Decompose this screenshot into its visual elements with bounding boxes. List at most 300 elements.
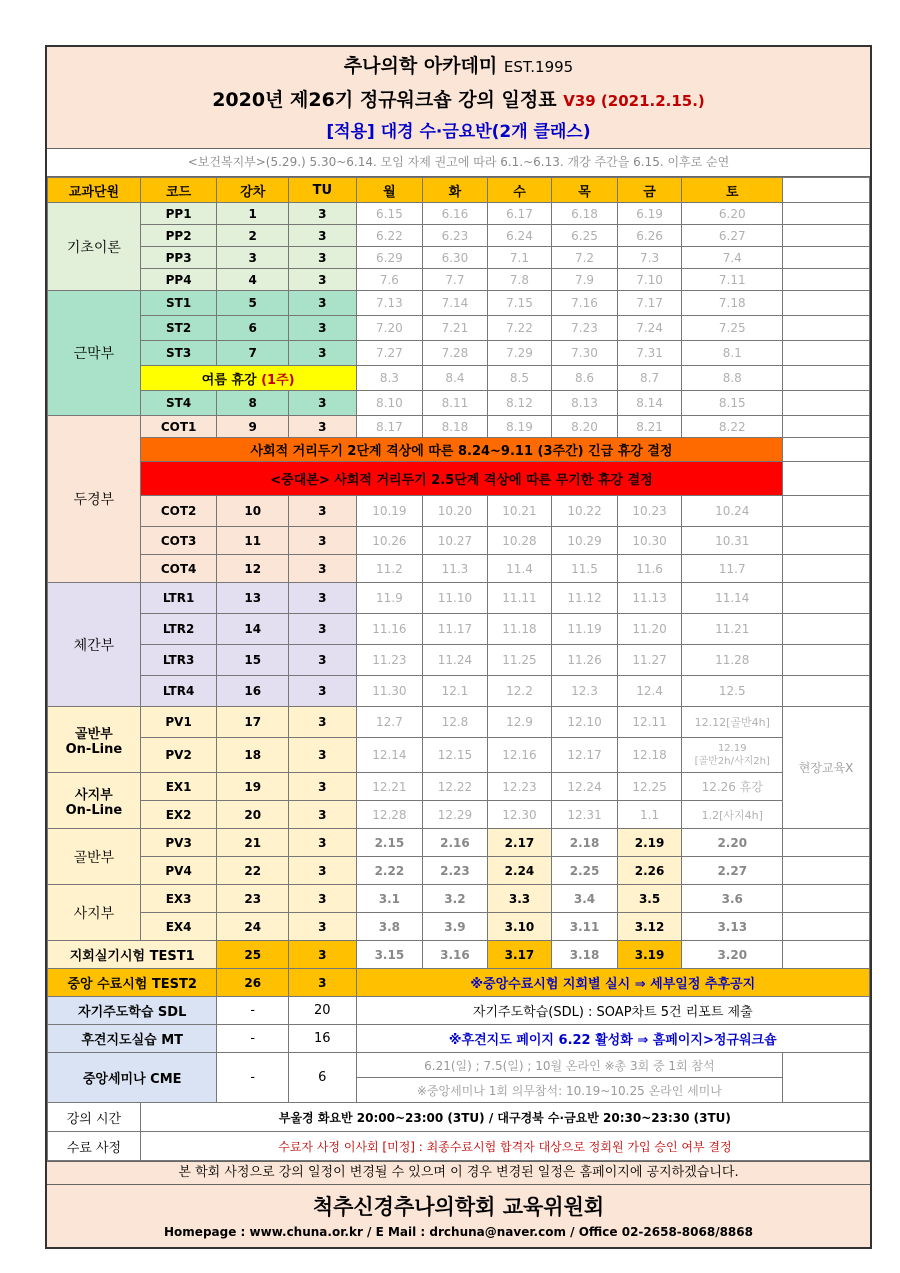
date-cell: 3.6 — [682, 885, 783, 913]
code-cell: ST3 — [140, 341, 217, 366]
col-fri: 금 — [617, 178, 682, 203]
date-cell: 7.9 — [552, 269, 618, 291]
date-cell: 3.2 — [423, 885, 488, 913]
col-sat: 토 — [682, 178, 783, 203]
date-cell: 6.29 — [356, 247, 423, 269]
date-cell: 3.1 — [356, 885, 423, 913]
table-row — [48, 247, 870, 269]
date-cell: 3.19 — [617, 941, 682, 969]
version-label: V39 (2021.2.15.) — [563, 92, 705, 110]
date-cell: 11.18 — [487, 614, 552, 645]
tu-cell: 6 — [289, 1053, 357, 1103]
table-row — [48, 341, 870, 366]
lecture-cell: 13 — [217, 583, 289, 614]
date-cell: 11.3 — [423, 555, 488, 583]
mt-note: ※후견지도 페이지 6.22 활성화 ⇒ 홈페이지>정규워크숍 — [356, 1025, 869, 1053]
tu-cell: 3 — [289, 707, 357, 738]
col-mon: 월 — [356, 178, 423, 203]
date-note: [골반2h/사지2h] — [694, 756, 770, 767]
date-cell: 8.19 — [487, 416, 552, 438]
code-cell: ST2 — [140, 316, 217, 341]
date-cell: 3.13 — [682, 913, 783, 941]
date-cell: 8.14 — [617, 391, 682, 416]
date-cell: 8.18 — [423, 416, 488, 438]
table-row — [48, 913, 870, 941]
date-cell: 2.22 — [356, 857, 423, 885]
date-cell: 12.10 — [552, 707, 618, 738]
lecture-cell: 10 — [217, 496, 289, 527]
date-cell: 11.12 — [552, 583, 618, 614]
tu-cell: 3 — [289, 801, 357, 829]
code-cell: COT1 — [140, 416, 217, 438]
empty-cell — [783, 676, 870, 707]
summer-vacation-row — [48, 366, 870, 391]
date-cell: 8.11 — [423, 391, 488, 416]
empty-cell — [783, 645, 870, 676]
unit-pelvis-online: 골반부 On-Line — [48, 707, 141, 773]
date-cell: 7.25 — [682, 316, 783, 341]
empty-cell — [783, 941, 870, 969]
schedule-title: 2020년 제26기 정규워크숍 강의 일정표 V39 (2021.2.15.) — [212, 89, 705, 111]
unit-head: 두경부 — [48, 416, 141, 583]
unit-limb-online: 사지부 On-Line — [48, 773, 141, 829]
col-extra — [783, 178, 870, 203]
table-row — [48, 555, 870, 583]
date-cell: 7.8 — [487, 269, 552, 291]
lecture-cell: 8 — [217, 391, 289, 416]
table-row — [48, 829, 870, 857]
date-cell: 1.1 — [617, 801, 682, 829]
date-cell: 7.22 — [487, 316, 552, 341]
date-cell: 3.3 — [487, 885, 552, 913]
date-cell: 11.25 — [487, 645, 552, 676]
tu-cell: 3 — [289, 247, 357, 269]
table-header-row — [48, 178, 870, 203]
date-cell: 6.15 — [356, 203, 423, 225]
code-cell: COT3 — [140, 527, 217, 555]
code-cell: LTR3 — [140, 645, 217, 676]
date-cell: 7.7 — [423, 269, 488, 291]
date-cell: 8.10 — [356, 391, 423, 416]
date-cell: 7.2 — [552, 247, 618, 269]
date-cell: 8.3 — [356, 366, 423, 391]
date-cell: 6.26 — [617, 225, 682, 247]
date-cell: 11.5 — [552, 555, 618, 583]
table-row — [48, 773, 870, 801]
date-cell: 10.21 — [487, 496, 552, 527]
lecture-time-label: 강의 시간 — [48, 1103, 141, 1132]
date-cell: 6.17 — [487, 203, 552, 225]
graduation-row — [48, 1132, 870, 1161]
lecture-cell: 19 — [217, 773, 289, 801]
code-cell: PV2 — [140, 738, 217, 773]
test2-label: 중앙 수료시험 TEST2 — [48, 969, 217, 997]
date-cell: 11.13 — [617, 583, 682, 614]
date-cell: 3.8 — [356, 913, 423, 941]
table-row — [48, 496, 870, 527]
date-cell: 12.16 — [487, 738, 552, 773]
date-cell: 3.9 — [423, 913, 488, 941]
code-cell: EX4 — [140, 913, 217, 941]
date-cell: 8.8 — [682, 366, 783, 391]
footer — [47, 1184, 870, 1247]
date-cell: 12.22 — [423, 773, 488, 801]
date-cell: 7.18 — [682, 291, 783, 316]
date-cell: 1.2[사지4h] — [682, 801, 783, 829]
date-cell: 11.10 — [423, 583, 488, 614]
lecture-cell: - — [217, 997, 289, 1025]
tu-cell: 3 — [289, 316, 357, 341]
date-cell: 2.24 — [487, 857, 552, 885]
date-cell: 12.14 — [356, 738, 423, 773]
date-cell: 6.25 — [552, 225, 618, 247]
date-cell: 7.17 — [617, 291, 682, 316]
date-cell: 2.17 — [487, 829, 552, 857]
table-row — [48, 738, 870, 773]
test1-label: 지회실기시험 TEST1 — [48, 941, 217, 969]
empty-cell — [783, 614, 870, 645]
date-cell: 12.17 — [552, 738, 618, 773]
date-cell: 10.30 — [617, 527, 682, 555]
lecture-cell: 4 — [217, 269, 289, 291]
mt-label: 후견지도실습 MT — [48, 1025, 217, 1053]
table-row — [48, 291, 870, 316]
date-cell: 6.20 — [682, 203, 783, 225]
date-cell: 3.10 — [487, 913, 552, 941]
table-row — [48, 225, 870, 247]
empty-cell — [783, 857, 870, 885]
lecture-cell: 14 — [217, 614, 289, 645]
date-cell: 11.9 — [356, 583, 423, 614]
summer-vacation-label: 여름 휴강 (1주) — [140, 366, 356, 391]
test2-note: ※중앙수료시험 지회별 실시 ⇒ 세부일정 추후공지 — [356, 969, 869, 997]
date-cell: 2.19 — [617, 829, 682, 857]
col-thu: 목 — [552, 178, 618, 203]
tu-cell: 3 — [289, 829, 357, 857]
tu-cell: 3 — [289, 527, 357, 555]
test2-row — [48, 969, 870, 997]
date-cell: 3.15 — [356, 941, 423, 969]
lecture-cell: - — [217, 1025, 289, 1053]
code-cell: LTR1 — [140, 583, 217, 614]
date-cell: 7.21 — [423, 316, 488, 341]
date-cell: 7.27 — [356, 341, 423, 366]
date-cell: 2.18 — [552, 829, 618, 857]
date-cell: 11.26 — [552, 645, 618, 676]
tu-cell: 3 — [289, 555, 357, 583]
tu-cell: 3 — [289, 885, 357, 913]
empty-cell — [783, 555, 870, 583]
date-cell: 10.28 — [487, 527, 552, 555]
tu-cell: 16 — [289, 1025, 357, 1053]
lecture-cell: 21 — [217, 829, 289, 857]
lecture-cell: 22 — [217, 857, 289, 885]
date-cell: 12.5 — [682, 676, 783, 707]
lecture-cell: 24 — [217, 913, 289, 941]
tu-cell: 3 — [289, 341, 357, 366]
date-cell: 12.9 — [487, 707, 552, 738]
unit-muscle: 근막부 — [48, 291, 141, 416]
tu-cell: 3 — [289, 614, 357, 645]
date-cell: 7.13 — [356, 291, 423, 316]
date-cell: 8.21 — [617, 416, 682, 438]
lecture-cell: 5 — [217, 291, 289, 316]
date-cell: 10.22 — [552, 496, 618, 527]
date-cell: 11.16 — [356, 614, 423, 645]
date-cell: 12.2 — [487, 676, 552, 707]
code-cell: EX2 — [140, 801, 217, 829]
date-cell: 10.29 — [552, 527, 618, 555]
table-row — [48, 583, 870, 614]
code-cell: PP4 — [140, 269, 217, 291]
date-cell — [682, 738, 783, 773]
table-row — [48, 269, 870, 291]
empty-cell — [783, 1053, 870, 1103]
tu-cell: 3 — [289, 645, 357, 676]
lecture-time-value: 부울경 화요반 20:00~23:00 (3TU) / 대구경북 수·금요반 20:30~23:30 (3TU) — [140, 1103, 869, 1132]
table-row — [48, 801, 870, 829]
date-cell: 12.7 — [356, 707, 423, 738]
tu-cell: 3 — [289, 738, 357, 773]
date-cell: 7.24 — [617, 316, 682, 341]
date-cell: 12.26 휴강 — [682, 773, 783, 801]
date-cell: 7.4 — [682, 247, 783, 269]
date-cell: 8.5 — [487, 366, 552, 391]
date-cell: 11.17 — [423, 614, 488, 645]
date-cell: 10.27 — [423, 527, 488, 555]
lecture-cell: 18 — [217, 738, 289, 773]
lecture-cell: 23 — [217, 885, 289, 913]
lecture-cell: 15 — [217, 645, 289, 676]
lecture-cell: 11 — [217, 527, 289, 555]
lecture-cell: 17 — [217, 707, 289, 738]
tu-cell: 3 — [289, 583, 357, 614]
table-row — [48, 203, 870, 225]
tu-cell: 3 — [289, 225, 357, 247]
tu-cell: 3 — [289, 416, 357, 438]
cme-row — [48, 1053, 870, 1078]
code-cell: COT2 — [140, 496, 217, 527]
schedule-table — [47, 177, 870, 1161]
tu-cell: 3 — [289, 941, 357, 969]
date-cell: 11.27 — [617, 645, 682, 676]
graduation-value: 수료자 사정 이사회 [미정] : 최종수료시험 합격자 대상으로 정회원 가입 승인 여부 결정 — [140, 1132, 869, 1161]
empty-cell — [783, 341, 870, 366]
lecture-cell: 25 — [217, 941, 289, 969]
tu-cell: 3 — [289, 203, 357, 225]
empty-cell — [783, 391, 870, 416]
date-cell: 3.17 — [487, 941, 552, 969]
date-cell: 3.11 — [552, 913, 618, 941]
date-cell: 6.23 — [423, 225, 488, 247]
empty-cell — [783, 583, 870, 614]
lecture-cell: 7 — [217, 341, 289, 366]
empty-cell — [783, 203, 870, 225]
date-cell: 11.7 — [682, 555, 783, 583]
date-text: 12.19 — [717, 743, 747, 754]
sdl-note: 자기주도학습(SDL) : SOAP차트 5건 리포트 제출 — [356, 997, 869, 1025]
date-cell: 8.13 — [552, 391, 618, 416]
unit-basic: 기초이론 — [48, 203, 141, 291]
indefinite-break-notice: <중대본> 사회적 거리두기 2.5단계 격상에 따른 무기한 휴강 결정 — [140, 462, 782, 496]
empty-cell — [783, 416, 870, 438]
date-cell: 7.3 — [617, 247, 682, 269]
date-cell: 11.30 — [356, 676, 423, 707]
unit-limb: 사지부 — [48, 885, 141, 941]
code-cell: COT4 — [140, 555, 217, 583]
date-cell: 12.11 — [617, 707, 682, 738]
date-cell: 6.27 — [682, 225, 783, 247]
lecture-cell: 20 — [217, 801, 289, 829]
empty-cell — [783, 829, 870, 857]
unit-pelvis: 골반부 — [48, 829, 141, 885]
date-cell: 12.30 — [487, 801, 552, 829]
date-cell: 7.28 — [423, 341, 488, 366]
date-cell: 12.18 — [617, 738, 682, 773]
col-lecture: 강차 — [217, 178, 289, 203]
date-cell: 2.25 — [552, 857, 618, 885]
date-cell: 12.4 — [617, 676, 682, 707]
table-row — [48, 857, 870, 885]
date-cell: 11.11 — [487, 583, 552, 614]
tu-cell: 3 — [289, 496, 357, 527]
code-cell: LTR2 — [140, 614, 217, 645]
date-cell: 8.1 — [682, 341, 783, 366]
date-cell: 11.21 — [682, 614, 783, 645]
date-cell: 6.16 — [423, 203, 488, 225]
col-code: 코드 — [140, 178, 217, 203]
empty-cell — [783, 496, 870, 527]
date-cell: 3.16 — [423, 941, 488, 969]
date-cell: 8.20 — [552, 416, 618, 438]
cme-note-2: ※중앙세미나 1회 의무참석: 10.19~10.25 온라인 세미나 — [356, 1078, 783, 1103]
date-cell: 10.23 — [617, 496, 682, 527]
cme-label: 중앙세미나 CME — [48, 1053, 217, 1103]
date-cell: 10.26 — [356, 527, 423, 555]
date-cell: 12.24 — [552, 773, 618, 801]
date-cell: 7.10 — [617, 269, 682, 291]
cme-note-1: 6.21(일) ; 7.5(일) ; 10월 온라인 ※총 3회 중 1회 참석 — [356, 1053, 783, 1078]
code-cell: LTR4 — [140, 676, 217, 707]
date-cell: 12.3 — [552, 676, 618, 707]
notice-line: <보건복지부>(5.29.) 5.30~6.14. 모임 자제 권고에 따라 6.1.~6.13. 개강 주간을 6.15. 이후로 순연 — [47, 149, 870, 177]
organization-name: 척추신경추나의학회 교육위원회 — [312, 1195, 605, 1219]
date-cell: 10.24 — [682, 496, 783, 527]
date-cell: 8.6 — [552, 366, 618, 391]
graduation-label: 수료 사정 — [48, 1132, 141, 1161]
date-cell: 11.14 — [682, 583, 783, 614]
lecture-cell: 12 — [217, 555, 289, 583]
lecture-cell: 1 — [217, 203, 289, 225]
lecture-cell: 3 — [217, 247, 289, 269]
lecture-cell: 9 — [217, 416, 289, 438]
unit-trunk: 체간부 — [48, 583, 141, 707]
date-cell: 2.27 — [682, 857, 783, 885]
code-cell: ST1 — [140, 291, 217, 316]
tu-cell: 3 — [289, 676, 357, 707]
date-cell: 11.23 — [356, 645, 423, 676]
date-cell: 12.12[골반4h] — [682, 707, 783, 738]
date-cell: 8.12 — [487, 391, 552, 416]
date-cell: 3.4 — [552, 885, 618, 913]
empty-cell — [783, 225, 870, 247]
date-cell: 10.31 — [682, 527, 783, 555]
date-cell: 8.4 — [423, 366, 488, 391]
tu-cell: 3 — [289, 857, 357, 885]
date-cell: 12.31 — [552, 801, 618, 829]
table-row — [48, 645, 870, 676]
test1-row — [48, 941, 870, 969]
lecture-cell: - — [217, 1053, 289, 1103]
date-cell: 2.15 — [356, 829, 423, 857]
break-row-2 — [48, 462, 870, 496]
table-row — [48, 885, 870, 913]
change-notice: 본 학회 사정으로 강의 일정이 변경될 수 있으며 이 경우 변경된 일정은 홈페이지에 공지하겠습니다. — [47, 1161, 870, 1184]
mt-row — [48, 1025, 870, 1053]
tu-cell: 3 — [289, 969, 357, 997]
date-cell: 2.23 — [423, 857, 488, 885]
date-cell: 3.20 — [682, 941, 783, 969]
table-row — [48, 527, 870, 555]
date-cell: 12.8 — [423, 707, 488, 738]
empty-cell — [783, 247, 870, 269]
empty-cell — [783, 269, 870, 291]
date-cell: 3.18 — [552, 941, 618, 969]
empty-cell — [783, 527, 870, 555]
date-cell: 12.29 — [423, 801, 488, 829]
date-cell: 6.19 — [617, 203, 682, 225]
date-cell: 7.31 — [617, 341, 682, 366]
date-cell: 11.24 — [423, 645, 488, 676]
lecture-cell: 16 — [217, 676, 289, 707]
table-row — [48, 316, 870, 341]
table-row — [48, 416, 870, 438]
date-cell: 10.19 — [356, 496, 423, 527]
contact-info: Homepage : www.chuna.or.kr / E Mail : drchuna@naver.com / Office 02-2658-8068/8868 — [164, 1225, 753, 1239]
date-cell: 7.30 — [552, 341, 618, 366]
code-cell: PV4 — [140, 857, 217, 885]
code-cell: PP2 — [140, 225, 217, 247]
date-cell: 11.6 — [617, 555, 682, 583]
date-cell: 8.22 — [682, 416, 783, 438]
tu-cell: 3 — [289, 269, 357, 291]
date-cell: 12.21 — [356, 773, 423, 801]
code-cell: EX3 — [140, 885, 217, 913]
code-cell: EX1 — [140, 773, 217, 801]
col-tu: TU — [289, 178, 357, 203]
code-cell: PP1 — [140, 203, 217, 225]
table-row — [48, 707, 870, 738]
lecture-cell: 2 — [217, 225, 289, 247]
date-cell: 8.15 — [682, 391, 783, 416]
date-cell: 6.18 — [552, 203, 618, 225]
date-cell: 11.4 — [487, 555, 552, 583]
empty-cell — [783, 366, 870, 391]
date-cell: 7.16 — [552, 291, 618, 316]
date-cell: 7.20 — [356, 316, 423, 341]
date-cell: 7.1 — [487, 247, 552, 269]
date-cell: 12.15 — [423, 738, 488, 773]
date-cell: 6.24 — [487, 225, 552, 247]
date-cell: 7.14 — [423, 291, 488, 316]
col-wed: 수 — [487, 178, 552, 203]
tu-cell: 3 — [289, 291, 357, 316]
empty-cell — [783, 913, 870, 941]
academy-title: 추나의학 아카데미 EST.1995 — [343, 55, 574, 77]
date-cell: 2.26 — [617, 857, 682, 885]
date-cell: 11.20 — [617, 614, 682, 645]
date-cell: 11.2 — [356, 555, 423, 583]
